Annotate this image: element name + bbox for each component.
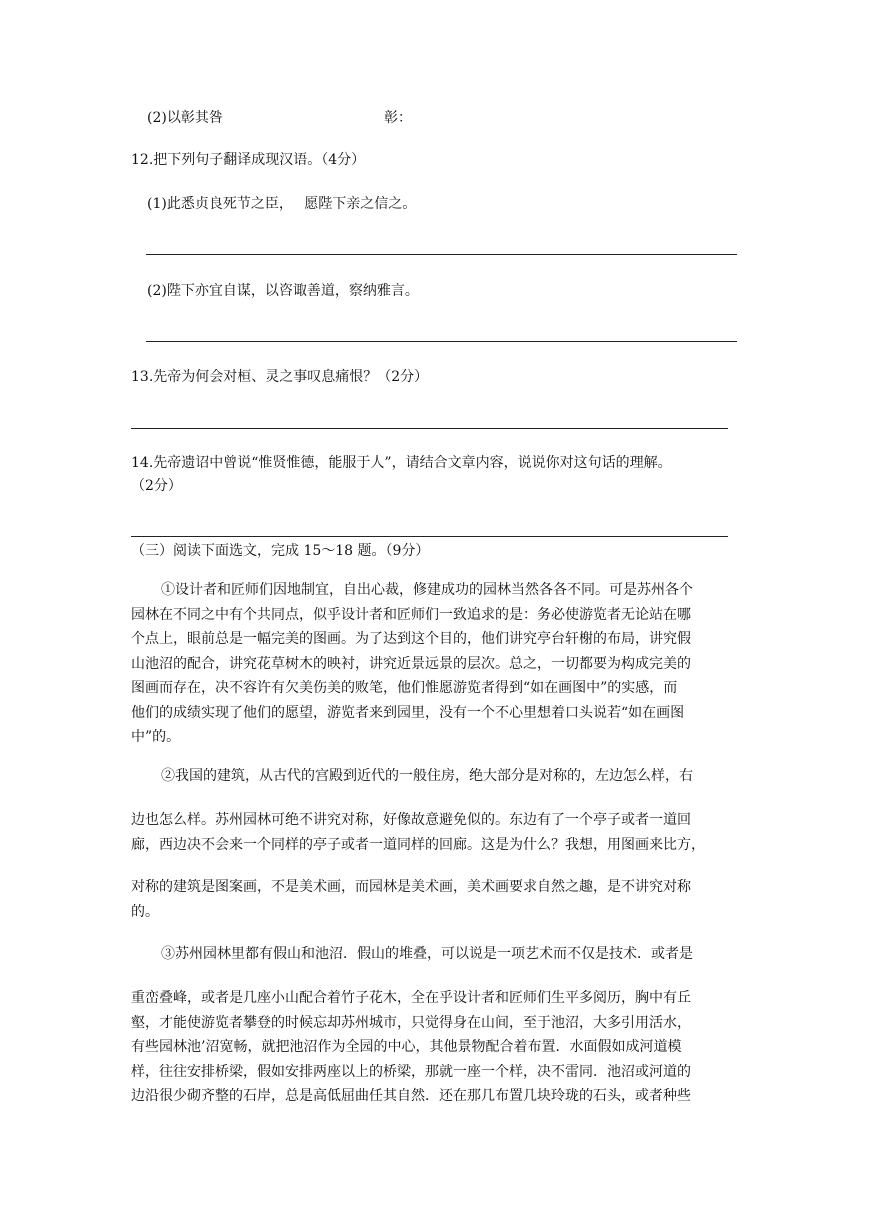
paragraph-line: ①设计者和匠师们因地制宜，自出心裁，修建成功的园林当然各各不同。可是苏州各个 (161, 582, 693, 598)
q11-item2-target: 彰： (384, 110, 412, 126)
q11-item2-label: (2)以彰其咎 (147, 110, 223, 126)
q14-line-2: （2分） (131, 478, 182, 494)
passage-paragraph-2-end (131, 875, 739, 924)
passage-paragraph-2-middle (131, 808, 739, 857)
passage-paragraph-3-start (131, 942, 739, 967)
q12-answer-line-1[interactable] (146, 254, 737, 255)
q12-item2: (2)陛下亦宜自谋，以咨诹善道，察纳雅言。 (147, 283, 419, 299)
q12-heading: 12.把下列句子翻译成现汉语。（4分） (131, 152, 366, 168)
paragraph-line: ③苏州园林里都有假山和池沼．假山的堆叠，可以说是一项艺术而不仅是技术．或者是 (161, 946, 693, 962)
q12-item1: (1)此悉贞良死节之臣， 愿陛下亲之信之。 (147, 196, 417, 212)
paragraph-line: 对称的建筑是图案画，不是美术画，而园林是美术画，美术画要求自然之趣，是不讲究对称 (131, 879, 691, 895)
paragraph-line: 边沿很少砌齐整的石岸，总是高低屈曲任其自然．还在那几布置几块玲珑的石头，或者种些 (131, 1088, 691, 1104)
paragraph-line: 壑，才能使游览者攀登的时候忘却苏州城市，只觉得身在山间，至于池沼，大多引用活水， (131, 1014, 691, 1031)
paragraph-line: 个点上，眼前总是一幅完美的图画。为了达到这个目的，他们讲究亭台轩榭的布局，讲究假 (131, 631, 691, 647)
paragraph-line: 山池沼的配合，讲究花草树木的映衬，讲究近景远景的层次。总之，一切都要为构成完美的 (131, 655, 691, 672)
q14-line-1: 14.先帝遗诏中曾说“惟贤惟德，能服于人”，请结合文章内容，说说你对这句话的理解。 (131, 455, 672, 471)
paragraph-line: 廊，西边决不会来一个同样的亭子或者一道同样的回廊。这是为什么？我想，用图画来比方， (131, 836, 705, 853)
q14-answer-line[interactable] (131, 536, 728, 537)
paragraph-line: 的。 (131, 903, 159, 920)
paragraph-line: 图画而存在，决不容许有欠美伤美的败笔，他们惟愿游览者得到“如在画图中”的实感，而 (131, 680, 678, 696)
paragraph-line: 他们的成绩实现了他们的愿望，游览者来到园里，没有一个不心里想着口头说若“如在画图 (131, 704, 685, 721)
passage-paragraph-1 (131, 578, 739, 750)
paragraph-line: 中”的。 (131, 729, 181, 745)
passage-paragraph-3-body (131, 986, 739, 1109)
paragraph-line: ②我国的建筑，从古代的宫殿到近代的一般住房，绝大部分是对称的，左边怎么样，右 (161, 768, 693, 784)
q12-answer-line-2[interactable] (146, 341, 737, 342)
paragraph-line: 样，往往安排桥梁，假如安排两座以上的桥梁，那就一座一个样，决不雷同．池沼或河道的 (131, 1063, 691, 1080)
paragraph-line: 边也怎么样。苏州园林可绝不讲究对称，好像故意避免似的。东边有了一个亭子或者一道回 (131, 812, 691, 828)
paragraph-line: 园林在不同之中有个共同点，似乎设计者和匠师们一致追求的是：务必使游览者无论站在哪 (131, 606, 691, 623)
q13-heading: 13.先帝为何会对桓、灵之事叹息痛恨？（2分） (131, 369, 429, 385)
passage-paragraph-2-start (131, 764, 739, 789)
section3-heading: （三）阅读下面选文，完成 15～18 题。（9分） (131, 543, 430, 559)
paragraph-line: 重峦叠峰，或者是几座小山配合着竹子花木，全在乎设计者和匠师们生平多阅历，胸中有丘 (131, 990, 691, 1006)
q13-answer-line[interactable] (131, 428, 728, 429)
paragraph-line: 有些园林池’沼宽畅，就把池沼作为全园的中心，其他景物配合着布置．水面假如成河道模 (131, 1039, 682, 1055)
